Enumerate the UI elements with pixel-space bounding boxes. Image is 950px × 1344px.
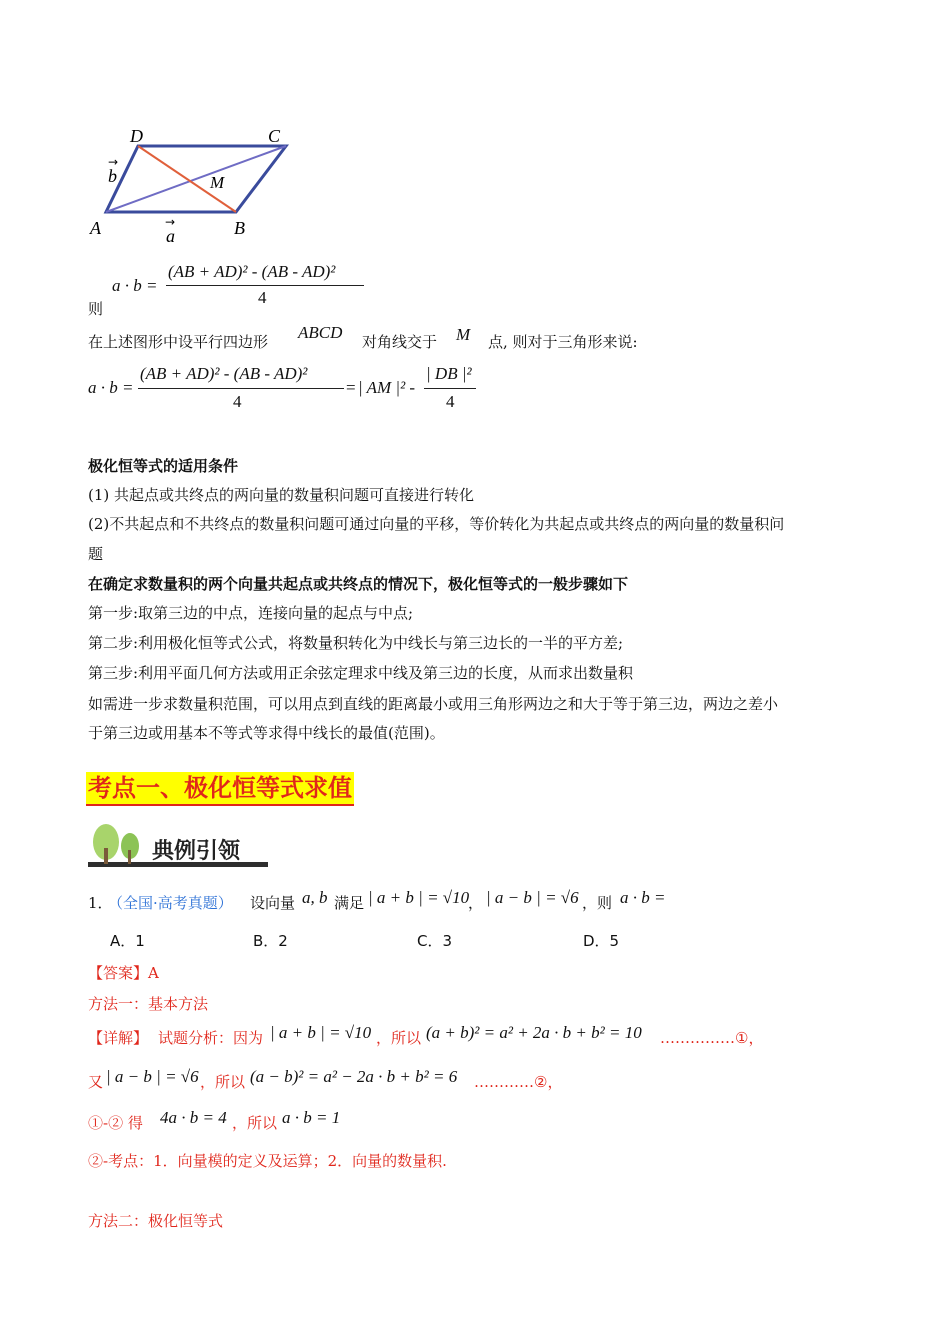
option-c[interactable]: C．3 bbox=[417, 932, 453, 950]
question-sep: ， bbox=[468, 894, 484, 912]
section-heading-text: 考点一、极化恒等式求值 bbox=[88, 774, 352, 802]
question-text2: 满足 bbox=[334, 894, 365, 912]
formula1-numerator: (AB + AD)² - (AB - AD)² bbox=[168, 262, 336, 281]
question-ask: a · b = bbox=[620, 888, 666, 907]
arrow-a-icon: → bbox=[165, 215, 176, 229]
detail-t2: 又 bbox=[88, 1073, 104, 1091]
step-2: 第二步:利用极化恒等式公式，将数量积转化为中线长与第三边长的一半的平方差; bbox=[88, 634, 624, 652]
formula2-numerator: (AB + AD)² - (AB - AD)² bbox=[140, 364, 308, 383]
formula2-lhs: a · b = bbox=[88, 378, 134, 397]
steps-title: 在确定求数量积的两个向量共起点或共终点的情况下，极化恒等式的一般步骤如下 bbox=[88, 575, 629, 593]
arrow-b-icon: → bbox=[108, 155, 119, 169]
formula2-mid: | AM |² - bbox=[358, 378, 416, 397]
answer: 【答案】A bbox=[88, 964, 159, 982]
detail-t4: ①-② 得 bbox=[88, 1114, 143, 1132]
option-a[interactable]: A．1 bbox=[110, 932, 145, 950]
label-d: D bbox=[130, 126, 143, 146]
label-a: A bbox=[90, 218, 101, 238]
line2-shape: ABCD bbox=[298, 323, 343, 342]
step-4-line2: 于第三边或用基本不等式等求得中线长的最值(范围)。 bbox=[88, 724, 445, 742]
label-m: M bbox=[210, 173, 225, 192]
detail-eq2: (a − b)² = a² − 2a · b + b² = 6 bbox=[250, 1067, 458, 1086]
line2-before: 在上述图形中设平行四边形 bbox=[88, 333, 269, 351]
line2-point: M bbox=[456, 325, 471, 344]
question-text3: ，则 bbox=[582, 894, 613, 912]
label-vec-a: a bbox=[166, 226, 175, 246]
formula1-prefix: 则 bbox=[88, 300, 104, 318]
detail-eq3: 4a · b = 4 bbox=[160, 1108, 227, 1127]
formula1-lhs: a · b = bbox=[112, 276, 158, 295]
option-b[interactable]: B．2 bbox=[253, 932, 288, 950]
question-number: 1． bbox=[88, 894, 113, 912]
formula2-numerator2: | DB |² bbox=[426, 364, 472, 383]
tree-banner-icon bbox=[88, 822, 270, 870]
detail-t1: ，所以 bbox=[376, 1029, 422, 1047]
option-d[interactable]: D．5 bbox=[583, 932, 620, 950]
detail-eq4: a · b = 1 bbox=[282, 1108, 341, 1127]
detail-tag: 【详解】 bbox=[88, 1029, 149, 1047]
detail-t3: ，所以 bbox=[200, 1073, 246, 1091]
question-vars: a, b bbox=[302, 888, 328, 907]
step-4-line1: 如需进一步求数量积范围，可以用点到直线的距离最小或用三角形两边之和大于等于第三边，两边之差小 bbox=[88, 695, 779, 713]
detail-intro: 试题分析：因为 bbox=[158, 1029, 264, 1047]
conditions-item1: (1) 共起点或共终点的两向量的数量积问题可直接进行转化 bbox=[88, 486, 475, 504]
label-c: C bbox=[268, 126, 281, 146]
formula2-fraction-line bbox=[138, 388, 344, 389]
method2-title: 方法二：极化恒等式 bbox=[88, 1212, 224, 1230]
section-heading bbox=[86, 772, 354, 806]
detail-t5: ，所以 bbox=[232, 1114, 278, 1132]
formula1-fraction-line bbox=[166, 285, 364, 286]
label-b: B bbox=[234, 218, 245, 238]
formula2-fraction-line2 bbox=[424, 388, 476, 389]
method1-title: 方法一：基本方法 bbox=[88, 995, 209, 1013]
label-vec-b: b bbox=[108, 166, 117, 186]
question-text1: 设向量 bbox=[250, 894, 296, 912]
conditions-item2-line1: (2)不共起点和不共终点的数量积问题可通过向量的平移，等价转化为共起点或共终点的两向量的数量积问 bbox=[88, 515, 785, 533]
formula2-eq: = bbox=[346, 378, 356, 397]
formula2-denominator2: 4 bbox=[446, 392, 455, 411]
conditions-title: 极化恒等式的适用条件 bbox=[88, 457, 239, 475]
formula2-denominator: 4 bbox=[233, 392, 242, 411]
banner-label: 典例引领 bbox=[152, 839, 241, 864]
step-1: 第一步:取第三边的中点，连接向量的起点与中点; bbox=[88, 604, 414, 622]
detail-eq1: (a + b)² = a² + 2a · b + b² = 10 bbox=[426, 1023, 642, 1042]
detail-kaodian: ②-考点：1．向量模的定义及运算；2．向量的数量积. bbox=[88, 1152, 447, 1170]
question-cond1: | a + b | = √10 bbox=[368, 888, 470, 907]
conditions-item2-line2: 题 bbox=[88, 545, 104, 563]
question-cond2: | a − b | = √6 bbox=[486, 888, 579, 907]
detail-mark1: ……………①， bbox=[660, 1029, 764, 1047]
detail-mark2: …………②， bbox=[474, 1073, 563, 1091]
line2-after: 点, 则对于三角形来说: bbox=[488, 333, 638, 351]
parallelogram-figure bbox=[86, 122, 296, 252]
step-3: 第三步:利用平面几何方法或用正余弦定理求中线及第三边的长度，从而求出数量积 bbox=[88, 664, 634, 682]
detail-cond2: | a − b | = √6 bbox=[106, 1067, 199, 1086]
line2-middle: 对角线交于 bbox=[362, 333, 438, 351]
question-source: （全国·高考真题） bbox=[108, 894, 233, 912]
formula1-denominator: 4 bbox=[258, 288, 267, 307]
detail-cond1: | a + b | = √10 bbox=[270, 1023, 372, 1042]
